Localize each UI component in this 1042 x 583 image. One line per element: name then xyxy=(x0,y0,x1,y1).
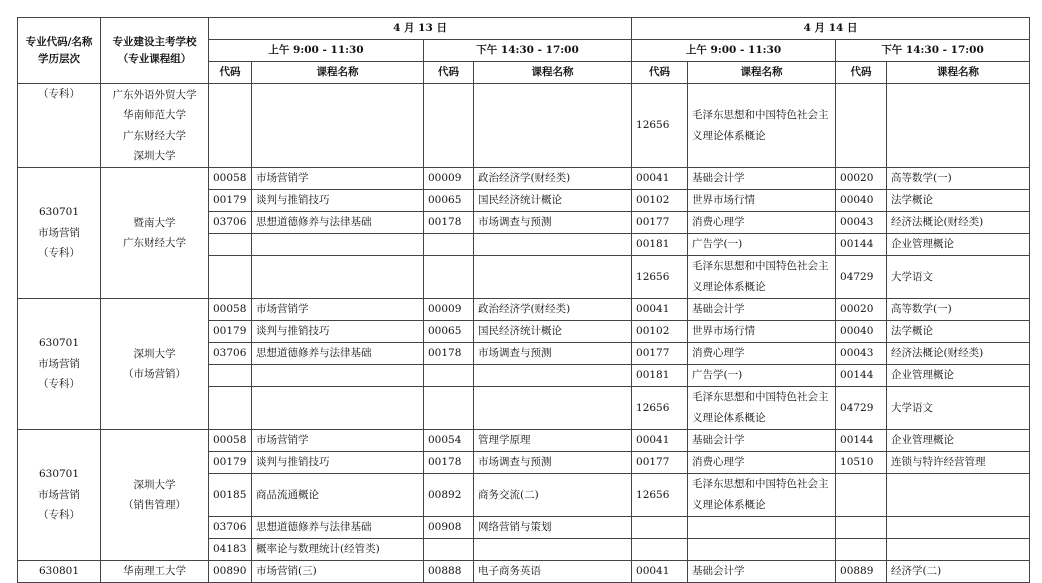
table-row xyxy=(18,84,1030,168)
course-name: 谈判与推销技巧 xyxy=(252,452,424,474)
course-code: 00890 xyxy=(209,561,252,583)
course-name xyxy=(474,84,632,168)
course-code: 12656 xyxy=(632,387,688,430)
course-code: 00178 xyxy=(424,343,474,365)
course-code: 00179 xyxy=(209,190,252,212)
course-code xyxy=(836,539,887,561)
course-name: 经济法概论(财经类) xyxy=(887,212,1030,234)
course-name: 世界市场行情 xyxy=(688,190,836,212)
course-code: 00058 xyxy=(209,430,252,452)
exam-schedule-table xyxy=(17,17,1030,583)
major-cell: 630701 市场营销 （专科） xyxy=(18,430,101,561)
course-name xyxy=(474,387,632,430)
course-code: 00177 xyxy=(632,452,688,474)
course-name: 电子商务英语 xyxy=(474,561,632,583)
course-name: 市场营销学 xyxy=(252,430,424,452)
course-code xyxy=(424,387,474,430)
major-cell: （专科） xyxy=(18,84,101,168)
course-header: 课程名称 xyxy=(887,62,1030,84)
course-name: 毛泽东思想和中国特色社会主义理论体系概论 xyxy=(688,256,836,299)
course-name: 概率论与数理统计(经管类) xyxy=(252,539,424,561)
course-code: 12656 xyxy=(632,474,688,517)
course-name: 市场调查与预测 xyxy=(474,343,632,365)
course-name: 基础会计学 xyxy=(688,561,836,583)
course-code xyxy=(209,256,252,299)
course-code: 00179 xyxy=(209,452,252,474)
course-name: 法学概论 xyxy=(887,321,1030,343)
course-code: 04729 xyxy=(836,256,887,299)
course-code xyxy=(836,474,887,517)
course-name: 网络营销与策划 xyxy=(474,517,632,539)
course-code xyxy=(209,234,252,256)
course-name: 国民经济统计概论 xyxy=(474,190,632,212)
header-row-dates xyxy=(18,18,1030,40)
course-name xyxy=(887,539,1030,561)
course-code: 00892 xyxy=(424,474,474,517)
course-name: 消费心理学 xyxy=(688,212,836,234)
day1-morning-header: 上午 9:00 - 11:30 xyxy=(209,40,424,62)
course-header: 课程名称 xyxy=(688,62,836,84)
course-code: 00181 xyxy=(632,234,688,256)
course-code: 00185 xyxy=(209,474,252,517)
course-code xyxy=(836,84,887,168)
course-code: 00043 xyxy=(836,212,887,234)
day2-morning-header: 上午 9:00 - 11:30 xyxy=(632,40,836,62)
course-name: 广告学(一) xyxy=(688,234,836,256)
course-name: 市场营销学 xyxy=(252,299,424,321)
code-header: 代码 xyxy=(424,62,474,84)
day1-header: 4 月 13 日 xyxy=(209,18,632,40)
course-name: 商务交流(二) xyxy=(474,474,632,517)
course-code: 00179 xyxy=(209,321,252,343)
course-name xyxy=(887,474,1030,517)
school-cell: 暨南大学 广东财经大学 xyxy=(101,168,209,299)
course-code xyxy=(632,539,688,561)
course-name xyxy=(252,84,424,168)
course-code: 00177 xyxy=(632,343,688,365)
school-column-header: 专业建设主考学校 （专业课程组） xyxy=(101,18,209,84)
course-code: 00041 xyxy=(632,430,688,452)
course-name: 消费心理学 xyxy=(688,452,836,474)
course-code: 00040 xyxy=(836,190,887,212)
course-code: 00058 xyxy=(209,168,252,190)
course-code: 00144 xyxy=(836,234,887,256)
code-header: 代码 xyxy=(836,62,887,84)
course-name xyxy=(474,539,632,561)
course-code: 00102 xyxy=(632,190,688,212)
course-code: 00178 xyxy=(424,452,474,474)
course-name xyxy=(252,387,424,430)
course-header: 课程名称 xyxy=(252,62,424,84)
course-name: 商品流通概论 xyxy=(252,474,424,517)
school-name: 华南师范大学 xyxy=(123,109,186,121)
course-name xyxy=(252,256,424,299)
course-name: 高等数学(一) xyxy=(887,299,1030,321)
school-cell: 华南理工大学 xyxy=(101,561,209,583)
school-cell: 深圳大学 （销售管理） xyxy=(101,430,209,561)
course-code: 00020 xyxy=(836,299,887,321)
course-name: 谈判与推销技巧 xyxy=(252,190,424,212)
course-name: 市场调查与预测 xyxy=(474,212,632,234)
course-code: 00178 xyxy=(424,212,474,234)
course-code: 00065 xyxy=(424,190,474,212)
course-code xyxy=(209,84,252,168)
school-name: 广东财经大学 xyxy=(123,129,186,142)
school-cell: 深圳大学 （市场营销） xyxy=(101,299,209,430)
day2-afternoon-header: 下午 14:30 - 17:00 xyxy=(836,40,1030,62)
course-name: 企业管理概论 xyxy=(887,430,1030,452)
code-header: 代码 xyxy=(209,62,252,84)
course-name: 市场营销学 xyxy=(252,168,424,190)
course-name: 毛泽东思想和中国特色社会主义理论体系概论 xyxy=(688,387,836,430)
course-code: 00009 xyxy=(424,299,474,321)
course-name: 思想道德修养与法律基础 xyxy=(252,343,424,365)
course-name: 政治经济学(财经类) xyxy=(474,168,632,190)
course-name: 广告学(一) xyxy=(688,365,836,387)
course-name: 谈判与推销技巧 xyxy=(252,321,424,343)
major-cell: 630701 市场营销 （专科） xyxy=(18,168,101,299)
course-name: 国民经济统计概论 xyxy=(474,321,632,343)
course-name xyxy=(474,365,632,387)
course-name: 经济学(二) xyxy=(887,561,1030,583)
course-name xyxy=(474,234,632,256)
course-name: 毛泽东思想和中国特色社会主义理论体系概论 xyxy=(688,84,836,168)
course-name: 基础会计学 xyxy=(688,430,836,452)
course-name: 企业管理概论 xyxy=(887,234,1030,256)
course-name: 思想道德修养与法律基础 xyxy=(252,517,424,539)
course-name: 思想道德修养与法律基础 xyxy=(252,212,424,234)
course-code: 00009 xyxy=(424,168,474,190)
course-code: 04729 xyxy=(836,387,887,430)
table-row xyxy=(18,430,1030,452)
course-code: 00041 xyxy=(632,561,688,583)
course-code: 00102 xyxy=(632,321,688,343)
course-name: 大学语文 xyxy=(887,387,1030,430)
course-code: 00144 xyxy=(836,365,887,387)
course-name: 经济法概论(财经类) xyxy=(887,343,1030,365)
course-name xyxy=(887,84,1030,168)
major-cell: 630701 市场营销 （专科） xyxy=(18,299,101,430)
course-name xyxy=(252,365,424,387)
table-row xyxy=(18,299,1030,321)
course-name: 世界市场行情 xyxy=(688,321,836,343)
course-code: 00043 xyxy=(836,343,887,365)
major-column-header: 专业代码/名称 学历层次 xyxy=(18,18,101,84)
course-code xyxy=(424,539,474,561)
school-cell xyxy=(101,84,209,168)
course-code: 03706 xyxy=(209,343,252,365)
course-code: 00041 xyxy=(632,168,688,190)
day2-header: 4 月 14 日 xyxy=(632,18,1030,40)
course-name xyxy=(252,234,424,256)
course-code xyxy=(424,84,474,168)
course-name xyxy=(688,517,836,539)
major-cell: 630801 xyxy=(18,561,101,583)
course-code: 03706 xyxy=(209,517,252,539)
course-name: 市场调查与预测 xyxy=(474,452,632,474)
course-code: 00054 xyxy=(424,430,474,452)
course-name: 连锁与特许经营管理 xyxy=(887,452,1030,474)
course-name: 管理学原理 xyxy=(474,430,632,452)
school-name: 深圳大学 xyxy=(133,150,176,162)
course-name: 基础会计学 xyxy=(688,168,836,190)
course-name: 法学概论 xyxy=(887,190,1030,212)
course-name: 市场营销(三) xyxy=(252,561,424,583)
course-code: 00889 xyxy=(836,561,887,583)
course-name xyxy=(688,539,836,561)
course-code: 10510 xyxy=(836,452,887,474)
course-code: 03706 xyxy=(209,212,252,234)
course-name: 基础会计学 xyxy=(688,299,836,321)
course-code xyxy=(424,365,474,387)
course-name: 政治经济学(财经类) xyxy=(474,299,632,321)
course-code xyxy=(424,256,474,299)
course-name: 毛泽东思想和中国特色社会主义理论体系概论 xyxy=(688,474,836,517)
course-name: 大学语文 xyxy=(887,256,1030,299)
course-code: 00020 xyxy=(836,168,887,190)
course-name xyxy=(474,256,632,299)
code-header: 代码 xyxy=(632,62,688,84)
course-name xyxy=(887,517,1030,539)
course-code xyxy=(836,517,887,539)
course-code: 00041 xyxy=(632,299,688,321)
course-code: 04183 xyxy=(209,539,252,561)
course-code: 00888 xyxy=(424,561,474,583)
course-code: 00144 xyxy=(836,430,887,452)
school-name: 广东外语外贸大学 xyxy=(112,88,197,101)
course-name: 消费心理学 xyxy=(688,343,836,365)
course-code xyxy=(209,387,252,430)
course-code: 12656 xyxy=(632,256,688,299)
course-name: 高等数学(一) xyxy=(887,168,1030,190)
course-code: 12656 xyxy=(632,84,688,168)
course-code xyxy=(209,365,252,387)
course-code: 00065 xyxy=(424,321,474,343)
table-row xyxy=(18,168,1030,190)
course-name: 企业管理概论 xyxy=(887,365,1030,387)
course-code: 00058 xyxy=(209,299,252,321)
course-code xyxy=(632,517,688,539)
table-row xyxy=(18,561,1030,583)
course-code: 00177 xyxy=(632,212,688,234)
day1-afternoon-header: 下午 14:30 - 17:00 xyxy=(424,40,632,62)
course-header: 课程名称 xyxy=(474,62,632,84)
course-code xyxy=(424,234,474,256)
course-code: 00181 xyxy=(632,365,688,387)
course-code: 00908 xyxy=(424,517,474,539)
course-code: 00040 xyxy=(836,321,887,343)
